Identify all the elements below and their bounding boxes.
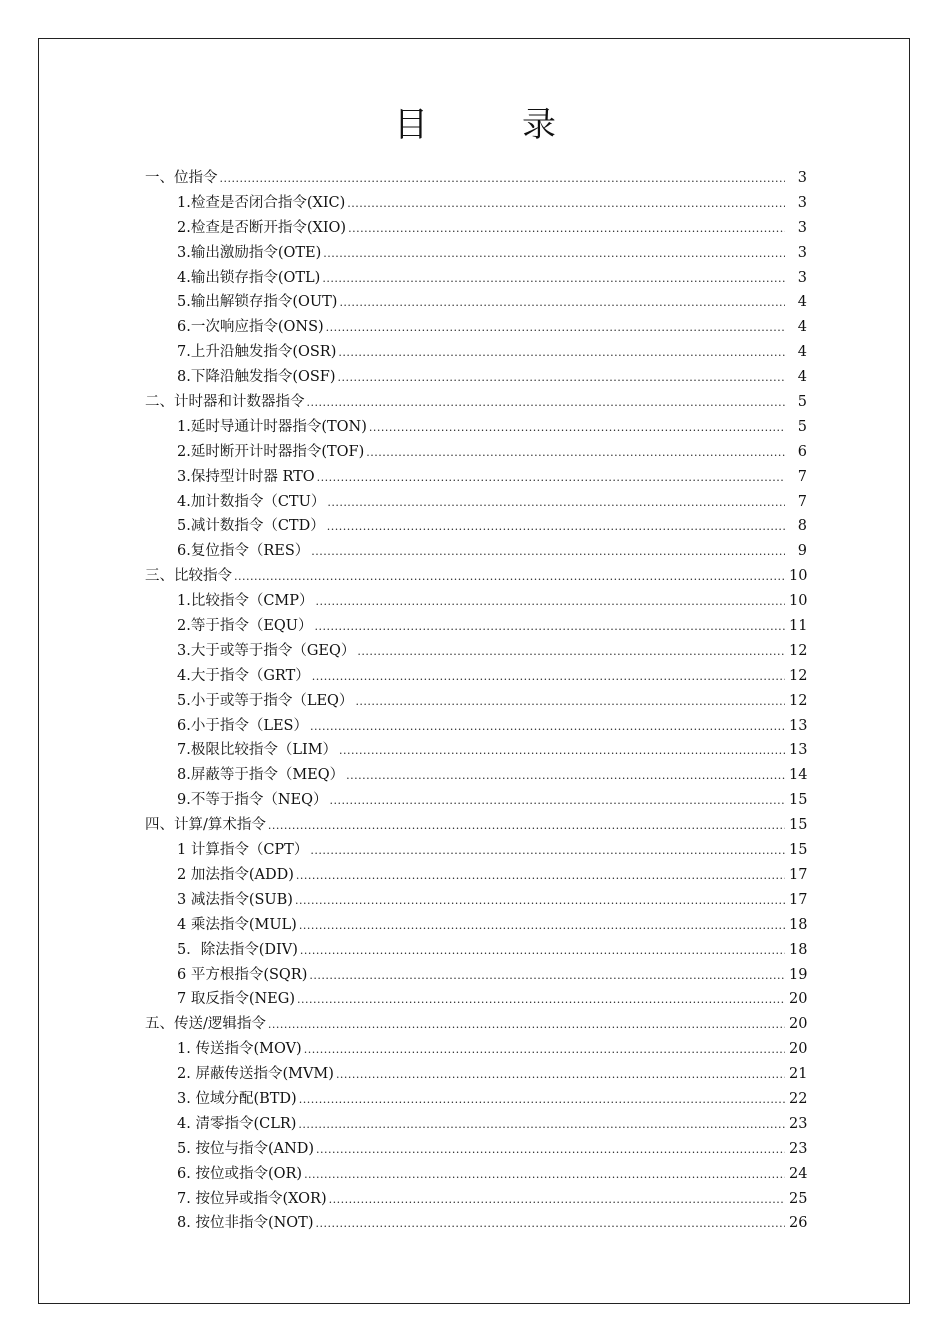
toc-leader-dots xyxy=(338,366,785,391)
toc-page-number: 7 xyxy=(797,468,807,485)
toc-entry-label: 6.一次响应指令(ONS) xyxy=(177,319,324,336)
toc-leader-dots xyxy=(304,1038,785,1063)
toc-entry-label: 6 平方根指令(SQR) xyxy=(177,966,308,983)
toc-subsection-entry[interactable] xyxy=(145,1137,807,1162)
toc-leader-dots xyxy=(327,491,785,516)
toc-entry-label: 8.屏蔽等于指令（MEQ） xyxy=(177,767,345,784)
toc-leader-dots xyxy=(366,441,785,466)
toc-entry-label: 3. 位域分配(BTD) xyxy=(177,1090,297,1107)
toc-leader-dots xyxy=(316,590,785,615)
toc-entry-label: 5.小于或等于指令（LEQ） xyxy=(177,692,354,709)
toc-subsection-entry[interactable] xyxy=(145,1087,807,1112)
toc-page-number: 25 xyxy=(789,1190,808,1207)
toc-leader-dots xyxy=(311,540,785,565)
toc-section-entry[interactable] xyxy=(145,1012,807,1037)
toc-subsection-entry[interactable] xyxy=(145,1112,807,1137)
toc-page-number: 18 xyxy=(789,941,808,958)
toc-leader-dots xyxy=(336,1063,785,1088)
toc-page-number: 4 xyxy=(797,344,807,361)
toc-page-number: 4 xyxy=(797,294,807,311)
toc-subsection-entry[interactable] xyxy=(145,987,807,1012)
toc-section-entry[interactable] xyxy=(145,813,807,838)
toc-leader-dots xyxy=(355,690,785,715)
toc-leader-dots xyxy=(297,988,785,1013)
toc-entry-label: 四、计算/算术指令 xyxy=(145,817,266,834)
toc-entry-label: 5.输出解锁存指令(OUT) xyxy=(177,294,338,311)
toc-entry-label: 三、比较指令 xyxy=(145,568,232,585)
toc-page-number: 13 xyxy=(789,717,808,734)
toc-page-number: 15 xyxy=(789,817,808,834)
toc-subsection-entry[interactable] xyxy=(145,714,807,739)
toc-leader-dots xyxy=(327,515,785,540)
toc-entry-label: 7 取反指令(NEG) xyxy=(177,991,296,1008)
toc-entry-label: 6.复位指令（RES） xyxy=(177,543,310,560)
toc-leader-dots xyxy=(310,839,785,864)
toc-page-number: 20 xyxy=(789,1016,808,1033)
toc-subsection-entry[interactable] xyxy=(145,689,807,714)
toc-leader-dots xyxy=(295,889,785,914)
toc-subsection-entry[interactable] xyxy=(145,738,807,763)
toc-leader-dots xyxy=(316,1138,785,1163)
toc-leader-dots xyxy=(220,167,786,192)
toc-subsection-entry[interactable] xyxy=(145,514,807,539)
toc-subsection-entry[interactable] xyxy=(145,664,807,689)
toc-entry-label: 一、位指令 xyxy=(145,170,218,186)
toc-entry-label: 9.不等于指令（NEQ） xyxy=(177,792,328,809)
toc-page-number: 15 xyxy=(789,842,808,859)
toc-subsection-entry[interactable] xyxy=(145,1037,807,1062)
toc-page-number: 5 xyxy=(797,394,807,411)
toc-subsection-entry[interactable] xyxy=(145,340,807,365)
toc-leader-dots xyxy=(330,789,786,814)
toc-subsection-entry[interactable] xyxy=(145,241,807,266)
toc-leader-dots xyxy=(338,341,785,366)
toc-subsection-entry[interactable] xyxy=(145,1062,807,1087)
toc-entry-label: 4.大于指令（GRT） xyxy=(177,667,310,684)
toc-leader-dots xyxy=(339,291,785,316)
toc-entry-label: 1.检查是否闭合指令(XIC) xyxy=(177,194,346,211)
toc-entry-label: 3.输出激励指令(OTE) xyxy=(177,244,322,261)
toc-leader-dots xyxy=(312,665,785,690)
toc-entry-label: 8. 按位非指令(NOT) xyxy=(177,1215,314,1232)
toc-subsection-entry[interactable] xyxy=(145,440,807,465)
toc-leader-dots xyxy=(346,764,785,789)
toc-leader-dots xyxy=(296,864,785,889)
toc-entry-label: 5．除法指令(DIV) xyxy=(177,941,298,958)
toc-list xyxy=(145,166,807,1236)
toc-page-number: 11 xyxy=(789,618,808,635)
toc-subsection-entry[interactable] xyxy=(145,788,807,813)
toc-subsection-entry[interactable] xyxy=(145,266,807,291)
toc-page-number: 17 xyxy=(789,866,808,883)
toc-entry-label: 2.延时断开计时器指令(TOF) xyxy=(177,443,365,460)
toc-subsection-entry[interactable] xyxy=(145,888,807,913)
toc-subsection-entry[interactable] xyxy=(145,838,807,863)
toc-leader-dots xyxy=(357,640,785,665)
page-title: 目 录 xyxy=(394,105,586,145)
toc-page-number: 3 xyxy=(797,269,807,286)
toc-entry-label: 2.检查是否断开指令(XIO) xyxy=(177,219,347,236)
toc-leader-dots xyxy=(317,466,785,491)
toc-leader-dots xyxy=(329,1188,785,1213)
toc-entry-label: 6. 按位或指令(OR) xyxy=(177,1165,303,1182)
toc-section-entry[interactable] xyxy=(145,564,807,589)
toc-page-number: 3 xyxy=(797,244,807,261)
toc-page-number: 15 xyxy=(789,792,808,809)
toc-page-number: 10 xyxy=(789,593,808,610)
toc-subsection-entry[interactable] xyxy=(145,465,807,490)
toc-entry-label: 4.输出锁存指令(OTL) xyxy=(177,269,321,286)
toc-leader-dots xyxy=(300,939,785,964)
toc-page-number: 7 xyxy=(797,493,807,510)
toc-entry-label: 1. 传送指令(MOV) xyxy=(177,1041,302,1058)
toc-section-entry[interactable] xyxy=(145,390,807,415)
toc-entry-label: 3 减法指令(SUB) xyxy=(177,891,293,908)
toc-entry-label: 4. 清零指令(CLR) xyxy=(177,1115,297,1132)
toc-entry-label: 3.保持型计时器 RTO xyxy=(177,468,315,485)
toc-leader-dots xyxy=(268,1013,785,1038)
toc-entry-label: 2.等于指令（EQU） xyxy=(177,618,313,635)
toc-leader-dots xyxy=(326,316,785,341)
toc-entry-label: 8.下降沿触发指令(OSF) xyxy=(177,369,336,386)
toc-leader-dots xyxy=(299,1088,785,1113)
toc-page-number: 13 xyxy=(789,742,808,759)
toc-entry-label: 5.减计数指令（CTD） xyxy=(177,518,325,535)
toc-subsection-entry[interactable] xyxy=(145,614,807,639)
toc-entry-label: 3.大于或等于指令（GEQ） xyxy=(177,642,356,659)
toc-page-number: 17 xyxy=(789,891,808,908)
toc-page-number: 20 xyxy=(789,1041,808,1058)
toc-subsection-entry[interactable] xyxy=(145,863,807,888)
toc-subsection-entry[interactable] xyxy=(145,913,807,938)
toc-entry-label: 1.延时导通计时器指令(TON) xyxy=(177,418,367,435)
toc-page-number: 9 xyxy=(797,543,807,560)
toc-page-number: 10 xyxy=(789,568,808,585)
toc-subsection-entry[interactable] xyxy=(145,539,807,564)
toc-leader-dots xyxy=(322,267,785,292)
toc-leader-dots xyxy=(347,192,785,217)
toc-subsection-entry[interactable] xyxy=(145,365,807,390)
toc-subsection-entry[interactable] xyxy=(145,1187,807,1212)
toc-leader-dots xyxy=(315,615,785,640)
toc-entry-label: 五、传送/逻辑指令 xyxy=(145,1016,266,1033)
toc-entry-label: 1.比较指令（CMP） xyxy=(177,593,314,610)
toc-page-number: 4 xyxy=(797,319,807,336)
toc-entry-label: 1 计算指令（CPT） xyxy=(177,842,309,859)
toc-subsection-entry[interactable] xyxy=(145,1162,807,1187)
toc-page-number: 5 xyxy=(797,418,807,435)
toc-leader-dots xyxy=(323,242,785,267)
toc-page-number: 3 xyxy=(797,170,807,186)
toc-entry-label: 4.加计数指令（CTU） xyxy=(177,493,326,510)
toc-page-number: 14 xyxy=(789,767,808,784)
toc-leader-dots xyxy=(309,964,785,989)
toc-page-number: 20 xyxy=(789,991,808,1008)
toc-entry-label: 7.上升沿触发指令(OSR) xyxy=(177,344,337,361)
toc-entry-label: 7.极限比较指令（LIM） xyxy=(177,742,338,759)
toc-subsection-entry[interactable] xyxy=(145,963,807,988)
toc-page-number: 12 xyxy=(789,667,808,684)
toc-page-number: 23 xyxy=(789,1115,808,1132)
toc-page-number: 3 xyxy=(797,219,807,236)
toc-leader-dots xyxy=(304,1163,785,1188)
toc-entry-label: 2 加法指令(ADD) xyxy=(177,866,294,883)
toc-page-number: 3 xyxy=(797,194,807,211)
toc-subsection-entry[interactable] xyxy=(145,216,807,241)
toc-leader-dots xyxy=(339,739,785,764)
toc-page-number: 12 xyxy=(789,692,808,709)
toc-leader-dots xyxy=(307,391,786,416)
toc-leader-dots xyxy=(298,1113,785,1138)
toc-subsection-entry[interactable] xyxy=(145,191,807,216)
toc-subsection-entry[interactable] xyxy=(145,639,807,664)
toc-page-number: 21 xyxy=(789,1066,808,1083)
toc-page-number: 26 xyxy=(789,1215,808,1232)
toc-subsection-entry[interactable] xyxy=(145,315,807,340)
toc-page-number: 18 xyxy=(789,916,808,933)
toc-entry-label: 2. 屏蔽传送指令(MVM) xyxy=(177,1066,334,1083)
toc-subsection-entry[interactable] xyxy=(145,490,807,515)
toc-entry-label: 4 乘法指令(MUL) xyxy=(177,916,297,933)
toc-page-number: 4 xyxy=(797,369,807,386)
toc-page-number: 6 xyxy=(797,443,807,460)
toc-page-number: 22 xyxy=(789,1090,808,1107)
toc-subsection-entry[interactable] xyxy=(145,589,807,614)
toc-leader-dots xyxy=(316,1212,785,1237)
toc-leader-dots xyxy=(268,814,785,839)
toc-page-number: 8 xyxy=(797,518,807,535)
toc-subsection-entry[interactable] xyxy=(145,938,807,963)
toc-entry-label: 5. 按位与指令(AND) xyxy=(177,1140,315,1157)
toc-leader-dots xyxy=(369,416,785,441)
toc-subsection-entry[interactable] xyxy=(145,1211,807,1236)
toc-entry-label: 6.小于指令（LES） xyxy=(177,717,308,734)
toc-section-entry[interactable] xyxy=(145,166,807,191)
toc-page-number: 24 xyxy=(789,1165,808,1182)
toc-leader-dots xyxy=(234,565,785,590)
toc-page-number: 19 xyxy=(789,966,808,983)
toc-leader-dots xyxy=(310,715,785,740)
toc-entry-label: 7. 按位异或指令(XOR) xyxy=(177,1190,327,1207)
toc-leader-dots xyxy=(348,217,785,242)
toc-leader-dots xyxy=(299,914,785,939)
toc-page-number: 23 xyxy=(789,1140,808,1157)
toc-subsection-entry[interactable] xyxy=(145,415,807,440)
toc-subsection-entry[interactable] xyxy=(145,763,807,788)
toc-entry-label: 二、计时器和计数器指令 xyxy=(145,394,305,411)
toc-page-number: 12 xyxy=(789,642,808,659)
toc-subsection-entry[interactable] xyxy=(145,290,807,315)
